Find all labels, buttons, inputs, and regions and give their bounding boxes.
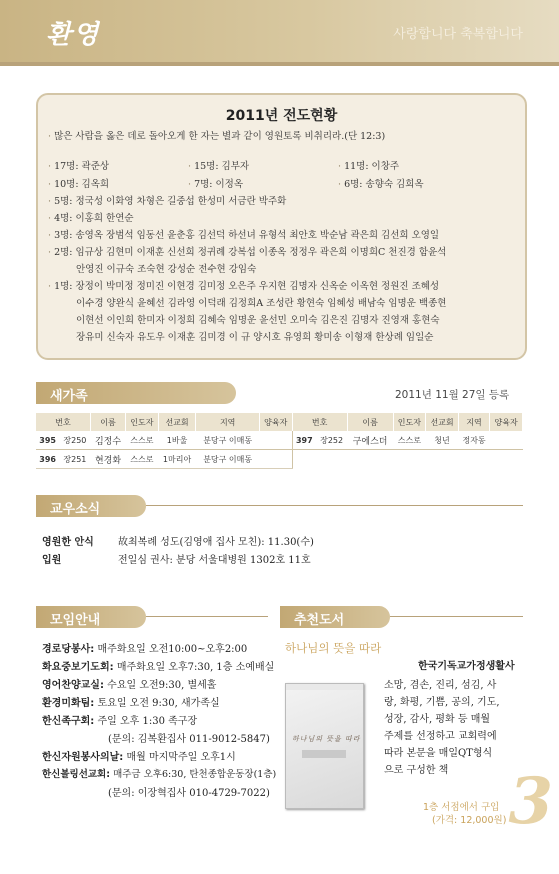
meetings-heading: 모임안내 [50,613,101,628]
rank-7: · 7명: 이정옥 [188,179,244,190]
evangelism-status-box [36,93,527,360]
news-heading: 교우소식 [50,502,101,517]
meeting-item: 한신자원봉사의날: 매월 마지막주일 오후1시 [42,752,236,763]
rank-1-cont-1: 이수경 양완식 윤혜선 김라영 이덕래 김정희A 조성란 황현숙 임혜성 배남숙 임명운 백종현 [76,298,447,309]
registration-date: 2011년 11월 27일 등록 [395,389,510,401]
meeting-item: 환경미화팀: 토요일 오전 9:30, 새가족실 [42,698,220,709]
rank-4: · 4명: 이홍희 한연순 [48,213,134,224]
rank-3: · 3명: 송영옥 장범석 임동선 윤춘홍 김선덕 하선녀 유형석 최안호 박순남 곽은희 김선희 오영일 [48,230,440,241]
rank-1-cont-3: 장유미 신숙자 유도우 이재훈 김미경 이 규 양시호 유영희 황미송 이형재 한상례 임일순 [76,332,434,343]
book-title: 하나님의 뜻을 따라 [285,641,382,655]
col-mission: 선교회 [158,413,196,431]
rank-1: · 1명: 장정이 박미정 정미진 이현경 김미정 오은주 우지현 김명자 신옥순 이옥현 정원진 조혜성 [48,281,440,292]
news-text-1: 故최복례 성도(김영애 집사 모친): 11.30(수) [118,537,314,548]
meeting-item: 경로당봉사: 매주화요일 오전10:00~오후2:00 [42,644,248,655]
rank-1-cont-2: 이현선 이인희 한미자 이정희 김혜숙 임명운 윤선민 오미숙 김은진 김명자 진영재 홍현숙 [76,315,440,326]
col-mentor-2: 양육자 [490,413,523,431]
page-header [0,0,559,62]
table-row: 395 장250 김정수 스스로 1바울 분당구 이매동 397 장252 구에스더 스스로 청년 정자동 [36,431,523,450]
col-number-2: 번호 [292,413,347,431]
col-number: 번호 [36,413,90,431]
section-church-news [36,495,523,517]
meeting-item: 화요중보기도회: 매주화요일 오후7:30, 1층 소예배실 [42,662,275,673]
header-tagline: 사랑합니다 축복합니다 [393,27,523,42]
new-family-heading: 새가족 [50,389,88,404]
header-divider [0,62,559,66]
col-mentor: 양육자 [259,413,292,431]
col-region: 지역 [196,413,260,431]
page-title: 환영 [46,20,101,50]
rank-11: · 11명: 이창주 [338,161,400,172]
col-guide: 인도자 [126,413,159,431]
meeting-item: 한신족구회: 주일 오후 1:30 족구장 [42,716,198,727]
book-cover-image [285,683,364,809]
recommend-heading: 추천도서 [294,613,345,628]
book-price: (가격: 12,000원) [432,815,507,826]
bible-verse: · 많은 사람을 옳은 데로 돌아오게 한 자는 별과 같이 영원토록 비취리라.(단 12:3) [48,131,386,142]
news-text-2: 전일심 권사: 분당 서울대병원 1302호 11호 [118,555,311,566]
news-label-1: 영원한 안식 [42,537,94,548]
page-number: 3 [508,764,553,839]
rank-2: · 2명: 임규상 김현미 이재훈 신선희 정귀례 강복섭 이종옥 정정우 곽은희 이명희C 천진경 함윤석 [48,247,447,258]
book-publisher: 한국기독교가정생활사 [418,661,515,672]
rank-6: · 6명: 송향숙 김희옥 [338,179,424,190]
col-mission-2: 선교회 [426,413,459,431]
section-recommended-book [280,606,523,628]
rank-10: · 10명: 김옥희 [48,179,110,190]
meeting-contact: (문의: 이장혁집사 010-4729-7022) [108,788,270,799]
col-name-2: 이름 [347,413,393,431]
col-region-2: 지역 [458,413,489,431]
meeting-item: 한신볼링선교회: 매주금 오후6:30, 탄천종합운동장(1층) [42,769,277,780]
rank-17: · 17명: 곽준상 [48,161,110,172]
rank-5: · 5명: 정국성 이화영 차형은 길중섭 한성미 서금란 박주화 [48,196,287,207]
book-cover-title: 하나님의 뜻을 따라 [292,735,361,743]
meeting-item: 영어찬양교실: 수요일 오전9:30, 별세홀 [42,680,217,691]
section-meetings [36,606,268,628]
news-label-2: 입원 [42,555,62,566]
evangelism-title: 2011년 전도현황 [225,108,338,124]
table-row: 396 장251 현경화 스스로 1마리아 분당구 이매동 [36,450,523,469]
purchase-info: 1층 서점에서 구입 [423,802,500,813]
col-name: 이름 [90,413,125,431]
meeting-contact: (문의: 김복환집사 011-9012-5847) [108,734,270,745]
rank-2-cont: 안영진 이규숙 조숙현 강성순 전수현 강임숙 [76,264,257,275]
col-guide-2: 인도자 [393,413,426,431]
rank-15: · 15명: 김부자 [188,161,250,172]
new-family-table [36,413,523,469]
